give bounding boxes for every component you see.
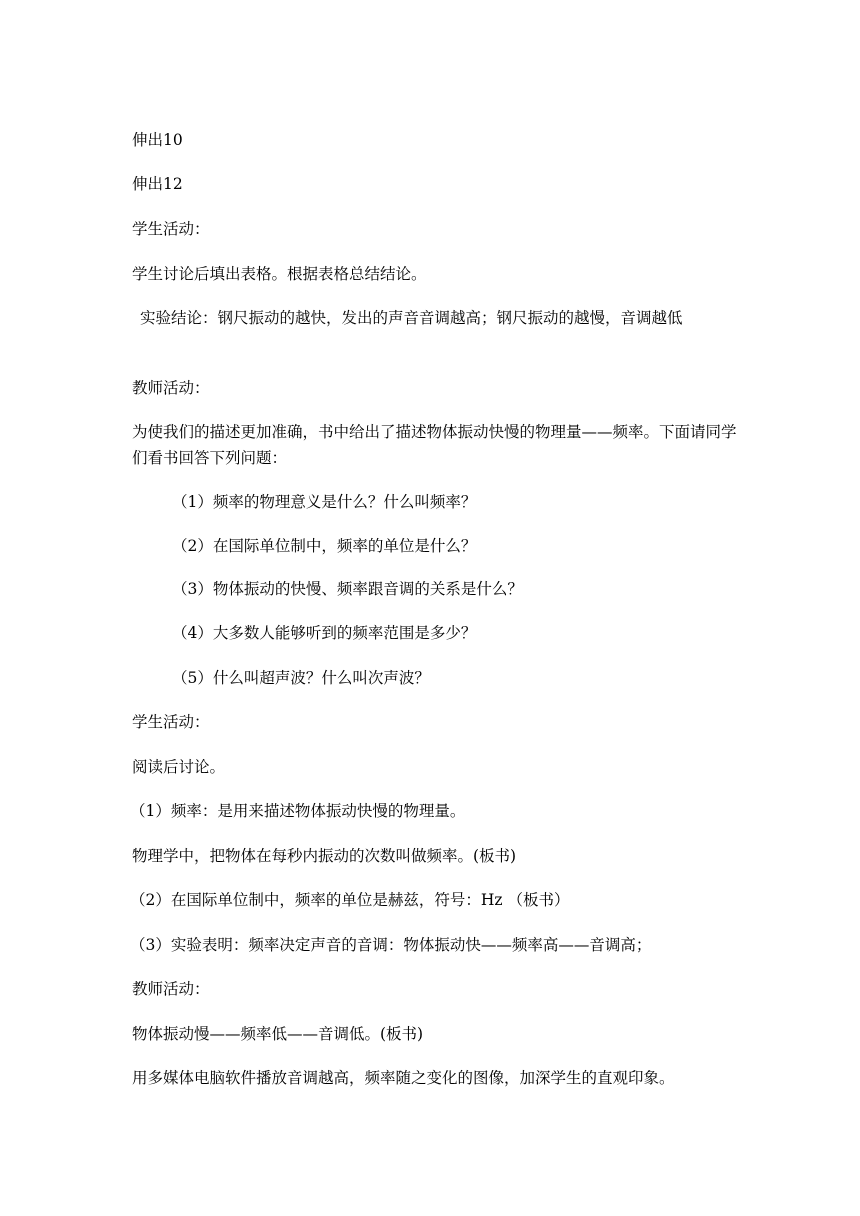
answer-1: （1）频率：是用来描述物体振动快慢的物理量。 bbox=[130, 802, 466, 820]
question-4: （4）大多数人能够听到的频率范围是多少？ bbox=[172, 624, 477, 642]
question-2: （2）在国际单位制中，频率的单位是什么？ bbox=[172, 537, 477, 555]
paragraph-frequency-intro: 为使我们的描述更加准确，书中给出了描述物体振动快慢的物理量——频率。下面请同学们看书回答下列问题： bbox=[132, 423, 737, 467]
text-line-extend-12: 伸出12 bbox=[132, 175, 183, 193]
section-heading-student-activity: 学生活动： bbox=[132, 220, 210, 238]
question-1: （1）频率的物理意义是什么？什么叫频率？ bbox=[172, 493, 477, 511]
text-line-extend-10: 伸出10 bbox=[132, 131, 183, 149]
question-3: （3）物体振动的快慢、频率跟音调的关系是什么？ bbox=[172, 580, 523, 598]
paragraph-student-discussion: 学生讨论后填出表格。根据表格总结结论。 bbox=[132, 265, 427, 283]
question-5: （5）什么叫超声波？什么叫次声波？ bbox=[172, 669, 430, 687]
paragraph-experiment-conclusion: 实验结论：钢尺振动的越快，发出的声音音调越高；钢尺振动的越慢，音调越低 bbox=[140, 309, 683, 327]
paragraph-read-discuss: 阅读后讨论。 bbox=[132, 758, 226, 776]
paragraph-slow-vibration: 物体振动慢——频率低——音调低。(板书) bbox=[132, 1025, 424, 1043]
answer-3: （3）实验表明：频率决定声音的音调：物体振动快——频率高——音调高； bbox=[130, 936, 652, 954]
paragraph-multimedia: 用多媒体电脑软件播放音调越高，频率随之变化的图像，加深学生的直观印象。 bbox=[132, 1069, 675, 1087]
section-heading-teacher-activity: 教师活动： bbox=[132, 379, 210, 397]
paragraph-frequency-definition: 物理学中，把物体在每秒内振动的次数叫做频率。(板书) bbox=[132, 847, 517, 865]
answer-2: （2）在国际单位制中，频率的单位是赫兹，符号：Hz （板书） bbox=[130, 891, 570, 909]
section-heading-teacher-activity-2: 教师活动： bbox=[132, 980, 210, 998]
section-heading-student-activity-2: 学生活动： bbox=[132, 713, 210, 731]
